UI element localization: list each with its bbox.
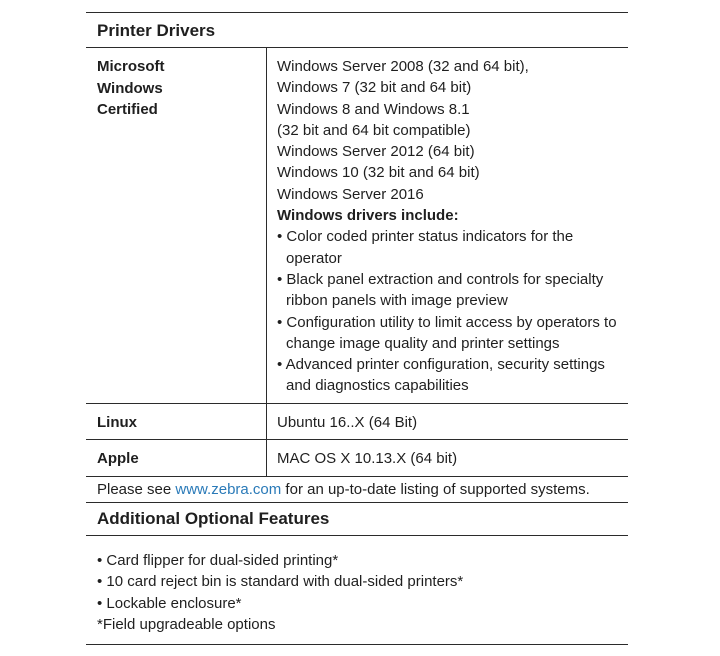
linux-row xyxy=(86,403,628,440)
microsoft-row xyxy=(86,47,628,403)
drivers-heading: Windows drivers include: xyxy=(277,207,459,225)
os-line: Windows 10 (32 bit and 64 bit) xyxy=(277,164,480,182)
microsoft-value xyxy=(267,48,628,403)
microsoft-label xyxy=(86,48,267,403)
microsoft-label-line: Certified xyxy=(97,101,158,118)
microsoft-label-line: Microsoft xyxy=(97,58,165,75)
additional-features-title: Additional Optional Features xyxy=(97,508,330,528)
driver-feature-item: • Color coded printer status indicators for the operator xyxy=(277,228,574,267)
features-list xyxy=(86,535,628,644)
feature-item: • 10 card reject bin is standard with dual-sided printers* xyxy=(97,573,464,591)
supported-systems-note xyxy=(86,476,628,502)
linux-label: Linux xyxy=(86,404,267,440)
apple-value: MAC OS X 10.13.X (64 bit) xyxy=(277,450,458,468)
feature-item: • Lockable enclosure* xyxy=(97,594,242,612)
os-line: (32 bit and 64 bit compatible) xyxy=(277,121,471,139)
bottom-rule xyxy=(86,644,628,645)
apple-row xyxy=(86,439,628,476)
microsoft-label-line: Windows xyxy=(97,79,163,97)
os-line: Windows Server 2008 (32 and 64 bit), xyxy=(277,58,529,75)
note-suffix: for an up-to-date listing of supported systems. xyxy=(281,480,590,498)
os-line: Windows Server 2016 xyxy=(277,185,424,203)
note-prefix: Please see xyxy=(97,480,176,498)
feature-footnote: *Field upgradeable options xyxy=(97,616,276,634)
printer-drivers-title: Printer Drivers xyxy=(97,21,216,40)
spec-sheet xyxy=(86,12,628,645)
driver-feature-item: • Black panel extraction and controls for specialty ribbon panels with image preview xyxy=(277,270,604,310)
os-line: Windows 8 and Windows 8.1 xyxy=(277,100,470,118)
driver-feature-item: • Advanced printer configuration, security settings and diagnostics capabilities xyxy=(277,356,605,395)
os-line: Windows 7 (32 bit and 64 bit) xyxy=(277,79,472,97)
zebra-link[interactable]: www.zebra.com xyxy=(175,480,282,498)
driver-feature-item: • Configuration utility to limit access by operators to change image quality and printer settings xyxy=(277,313,617,352)
apple-label: Apple xyxy=(86,440,267,476)
linux-value: Ubuntu 16..X (64 Bit) xyxy=(277,413,418,431)
feature-item: • Card flipper for dual-sided printing* xyxy=(97,551,339,569)
os-line: Windows Server 2012 (64 bit) xyxy=(277,143,475,161)
